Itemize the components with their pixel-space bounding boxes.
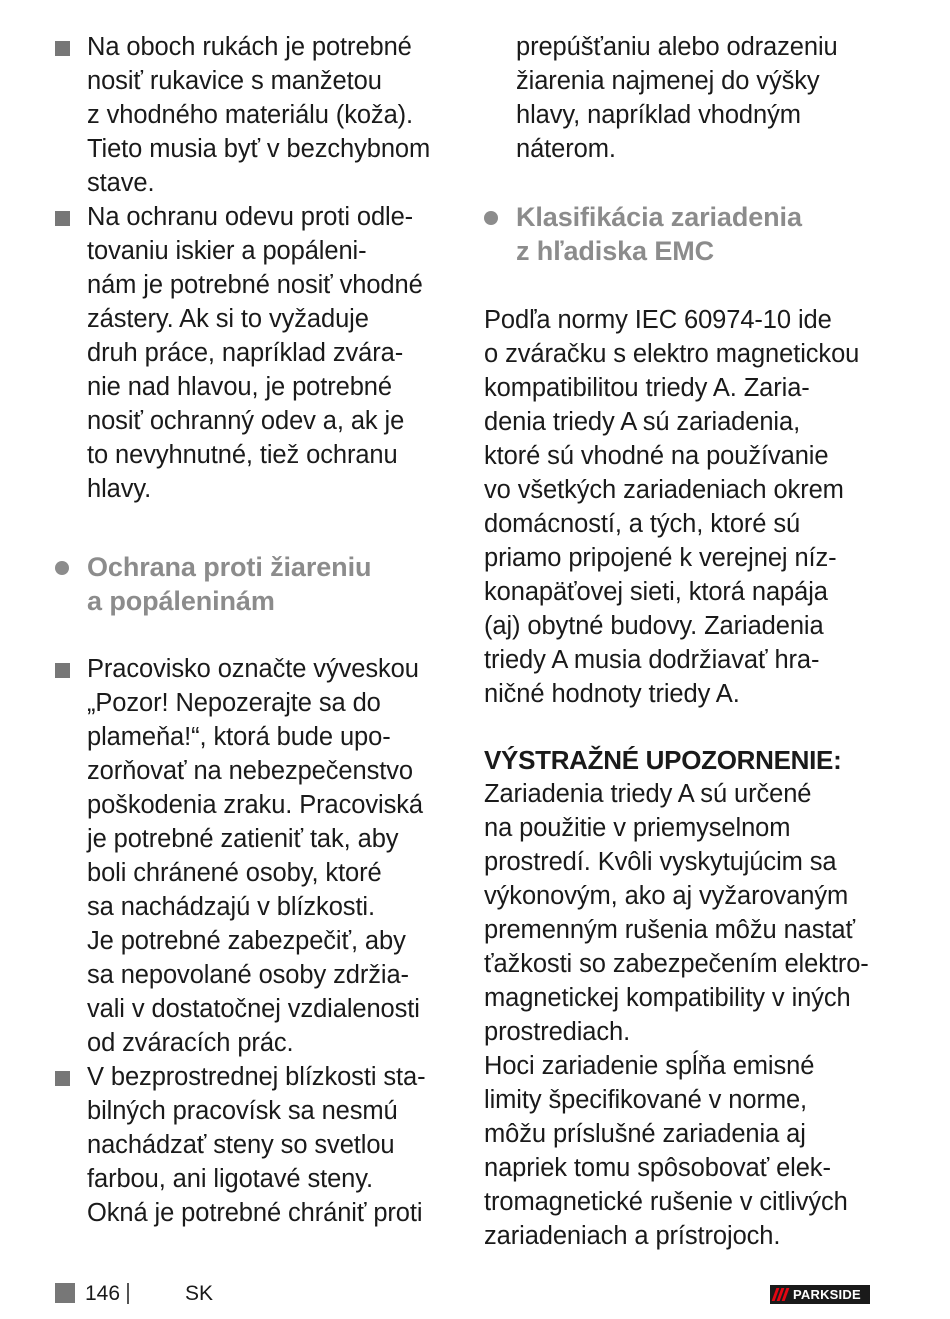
text-line: Podľa normy IEC 60974-10 ide: [484, 306, 832, 334]
text-line: V bezprostrednej blízkosti sta-: [87, 1063, 426, 1091]
text-line: prostrediach.: [484, 1018, 631, 1046]
round-bullet-icon: [55, 561, 69, 575]
text-line: zorňovať na nebezpečenstvo: [87, 757, 413, 785]
warning-paragraph-2: [484, 1049, 904, 1253]
text-line: hlavy, napríklad vhodným: [516, 101, 801, 129]
text-line: vo všetkých zariadeniach okrem: [484, 476, 844, 504]
text-line: triedy A musia dodržiavať hra-: [484, 646, 820, 674]
text-line: Je potrebné zabezpečiť, aby: [87, 927, 406, 955]
emc-paragraph: [484, 303, 904, 711]
text-line: Zariadenia triedy A sú určené: [484, 780, 812, 808]
text-line: hlavy.: [87, 475, 152, 503]
text-line: prostredí. Kvôli vyskytujúcim sa: [484, 848, 837, 876]
text-line: (aj) obytné budovy. Zariadenia: [484, 612, 824, 640]
text-line: Na ochranu odevu proti odle-: [87, 203, 414, 231]
bullet-walls: [55, 1060, 455, 1230]
text-line: nosiť ochranný odev a, ak je: [87, 407, 405, 435]
text-line: je potrebné zatieniť tak, aby: [87, 825, 399, 853]
text-line: priamo pripojené k verejnej níz-: [484, 544, 837, 572]
bullet-aprons: [55, 200, 455, 506]
heading-line: z hľadiska EMC: [516, 236, 715, 266]
text-line: Hoci zariadenie spĺňa emisné: [484, 1052, 815, 1080]
square-bullet-icon: [55, 1071, 70, 1086]
text-line: tromagnetické rušenie v citlivých: [484, 1188, 848, 1216]
text-line: výkonovým, ako aj vyžarovaným: [484, 882, 849, 910]
language-code: SK: [185, 1282, 214, 1305]
text-line: na použitie v priemyselnom: [484, 814, 791, 842]
text-line: z vhodného materiálu (koža).: [87, 101, 414, 129]
text-line: sa nachádzajú v blízkosti.: [87, 893, 375, 921]
square-bullet-icon: [55, 41, 70, 56]
warning-paragraph-1: [484, 777, 904, 1049]
left-column: [55, 30, 455, 1230]
text-line: tovaniu iskier a popáleni-: [87, 237, 367, 265]
page-footer: [55, 1280, 870, 1310]
text-line: Okná je potrebné chrániť proti: [87, 1199, 423, 1227]
text-line: zástery. Ak si to vyžaduje: [87, 305, 369, 333]
warning-title: VÝSTRAŽNÉ UPOZORNENIE:: [484, 745, 842, 775]
heading-line: a popáleninám: [87, 586, 275, 616]
text-line: konapäťovej sieti, ktorá napája: [484, 578, 828, 606]
section-heading-radiation: [55, 550, 455, 618]
text-line: kompatibilitou triedy A. Zaria-: [484, 374, 810, 402]
heading-line: Ochrana proti žiareniu: [87, 552, 372, 582]
text-line: farbou, ani ligotavé steny.: [87, 1165, 374, 1193]
text-line: stave.: [87, 169, 155, 197]
text-line: bilných pracovísk sa nesmú: [87, 1097, 398, 1125]
continued-text: [484, 30, 904, 166]
text-line: Na oboch rukách je potrebné: [87, 33, 412, 61]
text-line: Pracovisko označte výveskou: [87, 655, 419, 683]
text-line: nám je potrebné nosiť vhodné: [87, 271, 423, 299]
text-line: limity špecifikované v norme,: [484, 1086, 808, 1114]
heading-line: Klasifikácia zariadenia: [516, 202, 802, 232]
brand-name: PARKSIDE: [793, 1287, 861, 1302]
round-bullet-icon: [484, 211, 498, 225]
text-line: Tieto musia byť v bezchybnom: [87, 135, 431, 163]
parkside-logo: [770, 1285, 870, 1304]
text-line: napriek tomu spôsobovať elek-: [484, 1154, 831, 1182]
text-line: náterom.: [516, 135, 616, 163]
text-line: premenným rušenia môžu nastať: [484, 916, 855, 944]
text-line: sa nepovolané osoby zdržia-: [87, 961, 409, 989]
footer-square-icon: [55, 1283, 75, 1303]
square-bullet-icon: [55, 663, 70, 678]
text-line: vali v dostatočnej vzdialenosti: [87, 995, 420, 1023]
text-line: zariadeniach a prístrojoch.: [484, 1222, 781, 1250]
square-bullet-icon: [55, 211, 70, 226]
text-line: ničné hodnoty triedy A.: [484, 680, 740, 708]
text-line: poškodenia zraku. Pracoviská: [87, 791, 423, 819]
bullet-workplace-sign: [55, 652, 455, 1060]
text-line: magnetickej kompatibility v iných: [484, 984, 851, 1012]
page-number: 146: [85, 1282, 121, 1305]
text-line: boli chránené osoby, ktoré: [87, 859, 382, 887]
text-line: domácností, a tých, ktoré sú: [484, 510, 801, 538]
text-line: prepúšťaniu alebo odrazeniu: [516, 33, 838, 61]
logo-stripes-icon: [774, 1288, 789, 1301]
text-line: od zváracích prác.: [87, 1029, 294, 1057]
text-line: plameňa!“, ktorá bude upo-: [87, 723, 391, 751]
footer-divider: [127, 1283, 129, 1304]
text-line: denia triedy A sú zariadenia,: [484, 408, 801, 436]
text-line: nie nad hlavou, je potrebné: [87, 373, 392, 401]
bullet-gloves: [55, 30, 455, 200]
text-line: môžu príslušné zariadenia aj: [484, 1120, 806, 1148]
text-line: nosiť rukavice s manžetou: [87, 67, 382, 95]
right-column: [484, 30, 904, 1253]
text-line: ktoré sú vhodné na používanie: [484, 442, 829, 470]
section-heading-emc: [484, 200, 904, 268]
text-line: o zváračku s elektro magnetickou: [484, 340, 860, 368]
text-line: druh práce, napríklad zvára-: [87, 339, 404, 367]
text-line: to nevyhnutné, tiež ochranu: [87, 441, 398, 469]
text-line: ťažkosti so zabezpečením elektro-: [484, 950, 869, 978]
text-line: „Pozor! Nepozerajte sa do: [87, 689, 381, 717]
text-line: nachádzať steny so svetlou: [87, 1131, 395, 1159]
text-line: žiarenia najmenej do výšky: [516, 67, 820, 95]
